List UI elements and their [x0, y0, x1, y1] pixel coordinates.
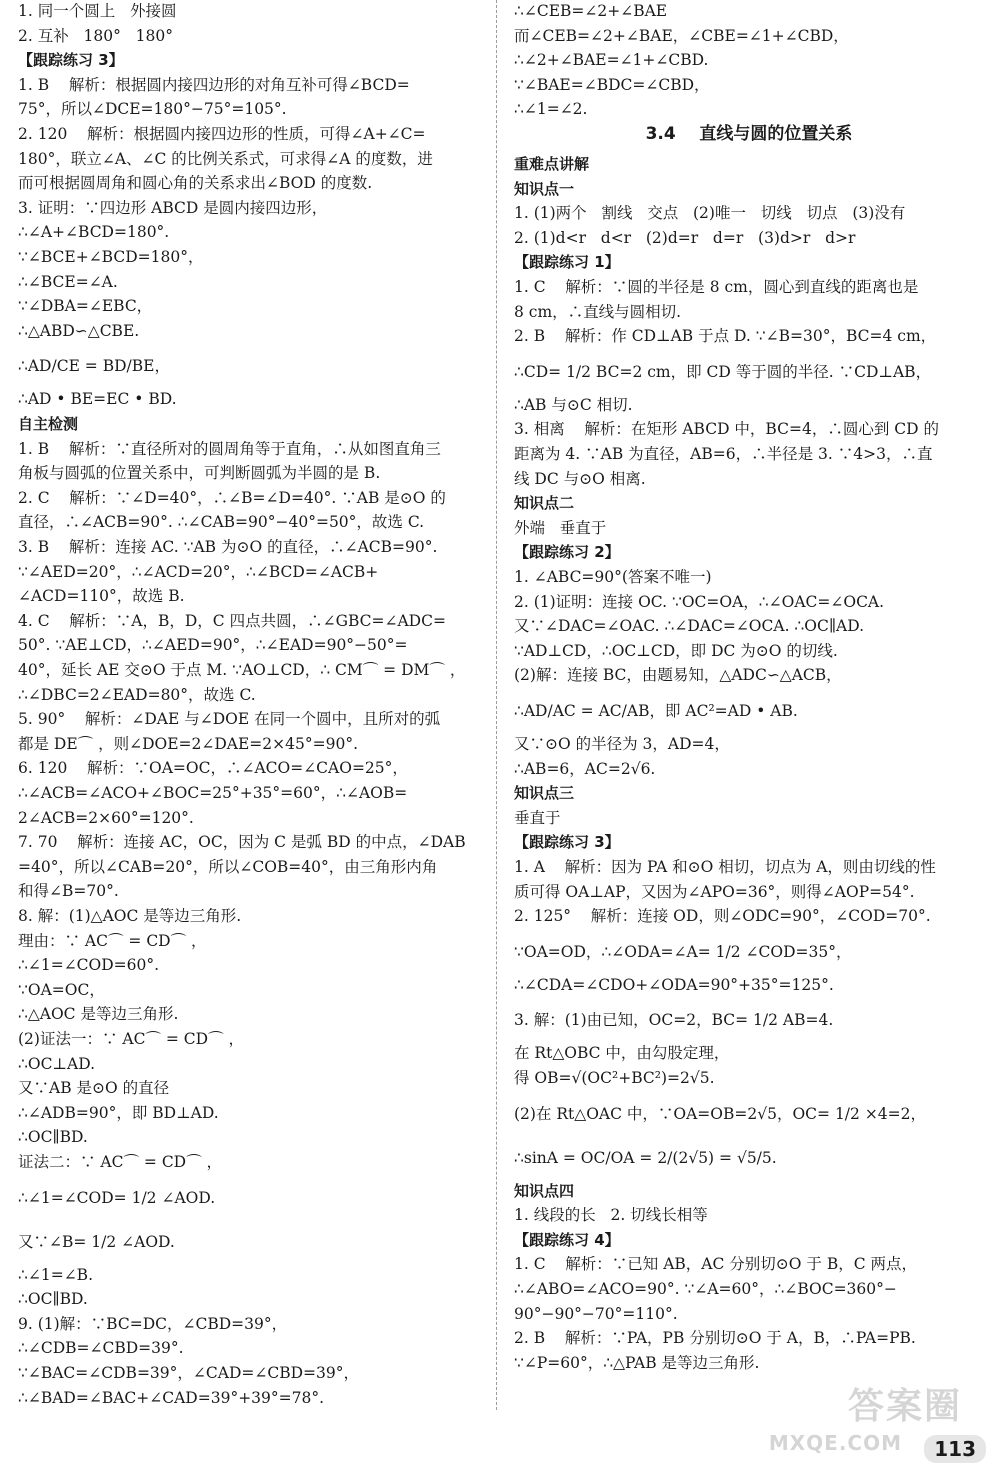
left-text-line: ∴AD • BE=EC • BD.	[18, 390, 177, 409]
left-text-line: 2∠ACB=2×60°=120°.	[18, 808, 194, 827]
left-text-line: 1. B 解析：∵直径所对的圆周角等于直角，∴从如图直角三	[18, 439, 441, 458]
left-text-line: 都是 DE⌒ ，则∠DOE=2∠DAE=2×45°=90°.	[18, 734, 359, 753]
right-text-line: 2. 125° 解析：连接 OD，则∠ODC=90°，∠COD=70°.	[514, 907, 931, 926]
left-text-line: 6. 120 解析：∵OA=OC，∴∠ACO=∠CAO=25°，	[18, 759, 408, 778]
right-text-line: 1. (1)两个 割线 交点 (2)唯一 切线 切点 (3)没有	[514, 204, 906, 223]
left-text-line: 【跟踪练习 3】	[18, 51, 124, 70]
right-text-line: ∴∠CEB=∠2+∠BAE	[514, 2, 668, 20]
right-text-line: ∴AB 与⊙C 相切.	[514, 395, 633, 414]
right-text-line: 质可得 OA⊥AP，又因为∠APO=36°，则得∠AOP=54°.	[514, 882, 915, 901]
left-text-line: 理由：∵ AC⌒ = CD⌒ ，	[18, 931, 207, 950]
right-text-line: 在 Rt△OBC 中，由勾股定理，	[514, 1044, 730, 1063]
left-text-line: 2. 120 解析：根据圆内接四边形的性质，可得∠A+∠C=	[18, 125, 426, 143]
right-text-line: 【跟踪练习 3】	[514, 833, 620, 852]
left-text-line: ∴∠1=∠B.	[18, 1265, 94, 1284]
page-number: 113	[924, 1435, 986, 1463]
left-text-line: 自主检测	[18, 415, 79, 433]
left-text-line: ∴∠ACB=∠ACO+∠BOC=25°+35°=60°，∴∠AOB=	[18, 784, 408, 802]
right-text-line: 2. (1)证明：连接 OC. ∵OC=OA，∴∠OAC=∠OCA.	[514, 592, 885, 611]
left-text-line: ∵∠AED=20°，∴∠ACD=20°，∴∠BCD=∠ACB+	[18, 562, 379, 581]
right-text-line: 8 cm，∴直线与圆相切.	[514, 302, 682, 321]
left-text-line: ∴OC∥BD.	[18, 1128, 88, 1147]
right-text-line: 垂直于	[514, 808, 561, 827]
right-text-line: ∴∠CDA=∠CDO+∠ODA=90°+35°=125°.	[514, 975, 834, 994]
left-text-line: ∠ACD=110°，故选 B.	[18, 587, 185, 606]
right-text-line: 3. 解：(1)由已知，OC=2，BC= 1/2 AB=4.	[514, 1011, 834, 1030]
right-text-line: 90°−90°−70°=110°.	[514, 1304, 678, 1323]
right-text-line: 又∵∠DAC=∠OAC. ∴∠DAC=∠OCA. ∴OC∥AD.	[514, 617, 865, 636]
left-text-line: 8. 解：(1)△AOC 是等边三角形.	[18, 907, 242, 925]
left-text-line: 7. 70 解析：连接 AC，OC，因为 C 是弧 BD 的中点，∠DAB	[18, 833, 466, 852]
left-text-line: ∴∠1=∠COD= 1/2 ∠AOD.	[18, 1188, 216, 1207]
left-text-line: ∵∠BAC=∠CDB=39°，∠CAD=∠CBD=39°，	[18, 1364, 359, 1382]
left-text-line: 又∵AB 是⊙O 的直径	[18, 1079, 170, 1098]
left-text-line: 9. (1)解：∵BC=DC，∠CBD=39°，	[18, 1314, 288, 1333]
left-text-line: (2)证法一：∵ AC⌒ = CD⌒ ，	[18, 1030, 244, 1048]
left-text-line: 而可根据圆周角和圆心角的关系求出∠BOD 的度数.	[18, 174, 373, 193]
right-text-line: ∵AD⊥CD，∴OC⊥CD，即 DC 为⊙O 的切线.	[514, 641, 838, 660]
right-text-line: ∴AD/AC = AC/AB，即 AC²=AD • AB.	[514, 702, 798, 720]
right-text-line: 2. (1)d<r d<r (2)d=r d=r (3)d>r d>r	[514, 228, 856, 247]
right-text-line: 得 OB=√(OC²+BC²)=2√5.	[514, 1069, 715, 1087]
left-text-line: 2. C 解析：∵∠D=40°，∴∠B=∠D=40°. ∵AB 是⊙O 的	[18, 488, 446, 507]
left-text-line: 50°. ∵AE⊥CD，∴∠AED=90°，∴∠EAD=90°−50°=	[18, 636, 408, 655]
right-text-line: 线 DC 与⊙O 相离.	[514, 469, 646, 488]
left-text-line: 5. 90° 解析：∠DAE 与∠DOE 在同一个圆中，且所对的弧	[18, 710, 441, 729]
left-text-line: ∴∠1=∠COD=60°.	[18, 956, 160, 975]
left-text-line: 又∵∠B= 1/2 ∠AOD.	[18, 1232, 175, 1251]
left-text-line: ∴△ABD∽△CBE.	[18, 321, 140, 340]
right-text-line: 而∠CEB=∠2+∠BAE，∠CBE=∠1+∠CBD，	[514, 26, 849, 45]
right-text-line: 知识点一	[514, 179, 575, 198]
right-text-line: 知识点三	[514, 784, 575, 803]
right-text-line: (2)解：连接 BC，由题易知，△ADC∽△ACB，	[514, 666, 842, 685]
right-text-line: ∴AB=6，AC=2√6.	[514, 759, 656, 778]
left-text-line: ∴△AOC 是等边三角形.	[18, 1005, 179, 1024]
left-text-line: 角板与圆弧的位置关系中，可判断圆弧为半圆的是 B.	[18, 464, 381, 483]
left-text-line: ∴OC∥BD.	[18, 1290, 88, 1309]
right-text-line: 1. C 解析：∵圆的半径是 8 cm，圆心到直线的距离也是	[514, 278, 919, 296]
left-text-line: 3. B 解析：连接 AC. ∵AB 为⊙O 的直径，∴∠ACB=90°.	[18, 538, 438, 556]
right-text-line: ∴∠ABO=∠ACO=90°. ∵∠A=60°，∴∠BOC=360°−	[514, 1280, 897, 1298]
left-text-line: 和得∠B=70°.	[18, 882, 119, 901]
left-text-line: ∴∠BCE=∠A.	[18, 272, 118, 291]
right-text-line: 又∵⊙O 的半径为 3，AD=4，	[514, 735, 730, 753]
left-text-line: 40°，延长 AE 交⊙O 于点 M. ∵AO⊥CD，∴ CM⌒ = DM⌒ ，	[18, 661, 466, 679]
right-text-line: 距离为 4. ∵AB 为直径，AB=6，∴半径是 3. ∵4>3，∴直	[514, 445, 933, 463]
left-text-line: 直径，∴∠ACB=90°. ∴∠CAB=90°−40°=50°，故选 C.	[18, 513, 425, 532]
left-text-line: =40°，所以∠CAB=20°，所以∠COB=40°，由三角形内角	[18, 857, 438, 876]
watermark-top-text: 答案圈	[847, 1386, 962, 1427]
right-text-line: 3. 相离 解析：在矩形 ABCD 中，BC=4，∴圆心到 CD 的	[514, 420, 939, 439]
right-text-line: ∴∠2+∠BAE=∠1+∠CBD.	[514, 51, 709, 70]
left-text-line: 1. 同一个圆上 外接圆	[18, 2, 177, 20]
right-text-line: ∴∠1=∠2.	[514, 100, 588, 119]
left-text-line: ∴∠CDB=∠CBD=39°.	[18, 1339, 184, 1358]
left-text-line: 180°，联立∠A、∠C 的比例关系式，可求得∠A 的度数，进	[18, 149, 433, 168]
right-text-line: 知识点二	[514, 494, 575, 513]
left-text-line: ∴∠ADB=90°，即 BD⊥AD.	[18, 1103, 219, 1122]
right-text-line: ∵∠P=60°，∴△PAB 是等边三角形.	[514, 1353, 760, 1372]
left-text-line: 证法二：∵ AC⌒ = CD⌒ ，	[18, 1153, 223, 1171]
left-text-line: ∴∠DBC=2∠EAD=80°，故选 C.	[18, 685, 256, 704]
right-text-line: 1. 线段的长 2. 切线长相等	[514, 1206, 708, 1225]
watermark-bottom-text: MXQE.COM	[768, 1431, 902, 1455]
right-text-line: 2. B 解析：作 CD⊥AB 于点 D. ∵∠B=30°，BC=4 cm，	[514, 327, 937, 346]
left-column	[0, 0, 488, 1429]
right-text-line: ∵∠BAE=∠BDC=∠CBD，	[514, 75, 710, 94]
right-text-line: 3.4 直线与圆的位置关系	[645, 124, 853, 144]
right-text-line: 知识点四	[514, 1181, 575, 1200]
right-text-line: 重难点讲解	[514, 155, 590, 173]
left-text-line: ∴OC⊥AD.	[18, 1054, 96, 1073]
right-text-line: ∴sinA = OC/OA = 2/(2√5) = √5/5.	[514, 1148, 777, 1167]
left-text-line: 4. C 解析：∵A，B，D，C 四点共圆，∴∠GBC=∠ADC=	[18, 611, 446, 630]
left-text-line: ∵∠DBA=∠EBC，	[18, 297, 153, 316]
left-text-line: ∴∠BAD=∠BAC+∠CAD=39°+39°=78°.	[18, 1388, 325, 1407]
right-text-line: 1. ∠ABC=90°(答案不唯一)	[514, 568, 712, 586]
right-column	[504, 0, 984, 1429]
left-text-line: 1. B 解析：根据圆内接四边形的对角互补可得∠BCD=	[18, 75, 410, 94]
right-text-line: 1. A 解析：因为 PA 和⊙O 相切，切点为 A，则由切线的性	[514, 858, 936, 876]
right-text-line: 外端 垂直于	[514, 518, 607, 537]
right-text-line: 【跟踪练习 1】	[514, 253, 620, 272]
left-text-line: ∵∠BCE+∠BCD=180°，	[18, 248, 204, 266]
left-text-line: 3. 证明：∵四边形 ABCD 是圆内接四边形，	[18, 198, 328, 217]
right-text-line: 【跟踪练习 2】	[514, 543, 620, 562]
left-text-line: 2. 互补 180° 180°	[18, 26, 173, 45]
right-text-line: 1. C 解析：∵已知 AB，AC 分别切⊙O 于 B，C 两点，	[514, 1255, 918, 1274]
left-text-line: ∵OA=OC，	[18, 980, 105, 999]
left-text-line: ∴∠A+∠BCD=180°.	[18, 223, 170, 242]
right-text-line: ∴CD= 1/2 BC=2 cm，即 CD 等于圆的半径. ∵CD⊥AB，	[514, 362, 932, 381]
right-text-line: 2. B 解析：∵PA，PB 分别切⊙O 于 A，B，∴PA=PB.	[514, 1329, 916, 1348]
right-text-line: 【跟踪练习 4】	[514, 1230, 620, 1249]
right-text-line: ∵OA=OD，∴∠ODA=∠A= 1/2 ∠COD=35°，	[514, 942, 852, 961]
column-divider	[496, 0, 497, 1410]
left-text-line: 75°，所以∠DCE=180°−75°=105°.	[18, 100, 287, 119]
left-text-line: ∴AD/CE = BD/BE，	[18, 357, 170, 376]
right-text-line: (2)在 Rt△OAC 中，∵OA=OB=2√5，OC= 1/2 ×4=2，	[514, 1104, 927, 1123]
